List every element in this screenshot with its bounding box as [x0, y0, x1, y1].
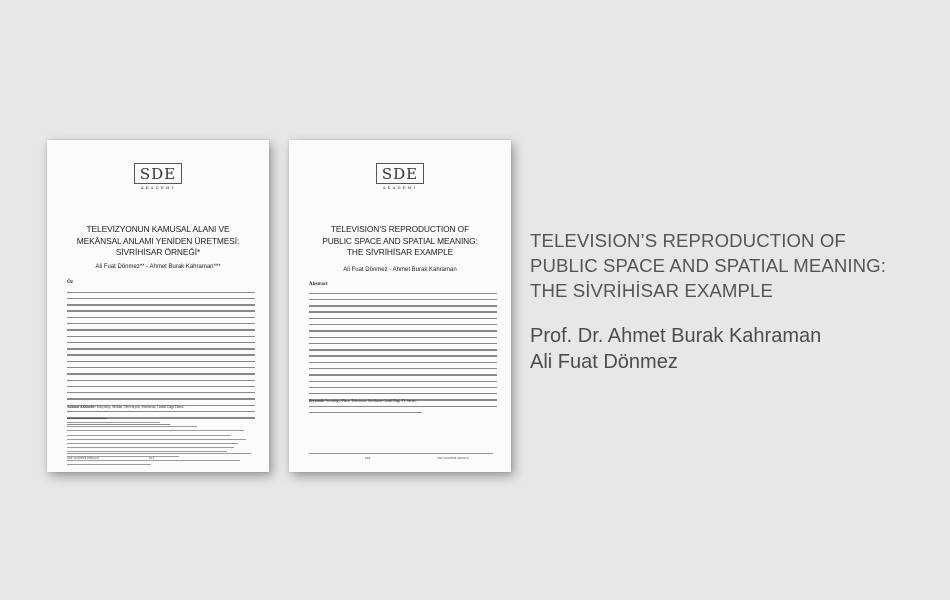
article-authors: Ali Fuat Dönmez** - Ahmet Burak Kahraman***	[95, 264, 221, 270]
article-metadata	[171, 196, 251, 210]
footnote-line	[67, 464, 253, 467]
text-line	[67, 373, 255, 378]
text-line	[67, 380, 255, 385]
abstract-heading: Abstract	[309, 282, 328, 287]
text-line	[67, 292, 255, 297]
text-line	[67, 386, 255, 391]
footnote-line	[67, 439, 253, 442]
footnote-line	[67, 460, 253, 463]
article-title-english: TELEVISION’S REPRODUCTION OF PUBLIC SPACE AND SPATIAL MEANING: THE SİVRİHİSAR EXAMPLE	[322, 224, 478, 257]
footnote-line	[67, 430, 253, 433]
text-line	[67, 367, 255, 372]
footnote-line	[67, 422, 253, 425]
journal-logo: SDE AKADEMİ	[47, 163, 269, 190]
text-line	[309, 406, 497, 411]
text-line	[67, 392, 255, 397]
article-page-turkish	[47, 140, 269, 472]
text-line	[309, 305, 497, 310]
text-line	[309, 393, 497, 398]
text-line	[309, 387, 497, 392]
text-line	[309, 318, 497, 323]
article-authors: Ali Fuat Dönmez - Ahmet Burak Kahraman	[343, 267, 457, 273]
page-footer: 628 SDE AKADEMİ DERGİSİ	[309, 453, 493, 460]
text-line	[309, 349, 497, 354]
text-line	[67, 323, 255, 328]
text-line	[309, 343, 497, 348]
text-line	[67, 348, 255, 353]
text-line	[309, 330, 497, 335]
text-line	[67, 361, 255, 366]
text-line	[309, 412, 497, 417]
text-line	[67, 310, 255, 315]
text-line	[67, 354, 255, 359]
text-line	[309, 362, 497, 367]
keywords-line: Keywords: Sociology, Place, Television, Sivrihisar, Gönül Dağı TV Series.	[309, 399, 417, 403]
text-line	[67, 329, 255, 334]
footnote-line	[67, 447, 253, 450]
text-line	[309, 324, 497, 329]
text-line	[67, 398, 255, 403]
text-line	[67, 298, 255, 303]
footnote-line	[67, 443, 253, 446]
text-line	[309, 293, 497, 298]
text-line	[309, 311, 497, 316]
text-line	[67, 336, 255, 341]
text-line	[309, 355, 497, 360]
page-footer: SDE AKADEMİ DERGİSİ 627	[67, 453, 251, 460]
abstract-heading: Öz	[67, 280, 74, 285]
text-line	[67, 411, 255, 416]
journal-logo: SDE AKADEMİ	[289, 163, 511, 190]
article-page-english	[289, 140, 511, 472]
author-name: Ali Fuat Dönmez	[530, 351, 678, 373]
footnote-rule	[67, 418, 107, 419]
footnote-line	[67, 435, 253, 438]
text-line	[309, 368, 497, 373]
article-metadata	[413, 196, 493, 210]
text-line	[309, 299, 497, 304]
text-line	[309, 374, 497, 379]
text-line	[67, 304, 255, 309]
keywords-line: Anahtar Kelimeler: Sosyoloji, Mekân, Televizyon, Sivrihisar, Gönül Dağı Dizisi.	[67, 405, 185, 409]
article-title-turkish: TELEVİZYONUN KAMUSAL ALANI VE MEKÂNSAL ANLAMI YENİDEN ÜRETMESİ: SİVRİHİSAR ÖRNEĞİ*	[76, 224, 240, 257]
text-line	[67, 342, 255, 347]
footnotes	[67, 421, 253, 467]
footnote-line	[67, 426, 253, 429]
author-name: Prof. Dr. Ahmet Burak Kahraman	[530, 325, 822, 347]
text-line	[309, 381, 497, 386]
text-line	[67, 317, 255, 322]
article-headline: TELEVISION’S REPRODUCTION OF PUBLIC SPACE AND SPATIAL MEANING: THE SİVRİHİSAR EXAMPLE	[530, 230, 886, 301]
text-line	[309, 337, 497, 342]
author-names	[530, 323, 930, 375]
